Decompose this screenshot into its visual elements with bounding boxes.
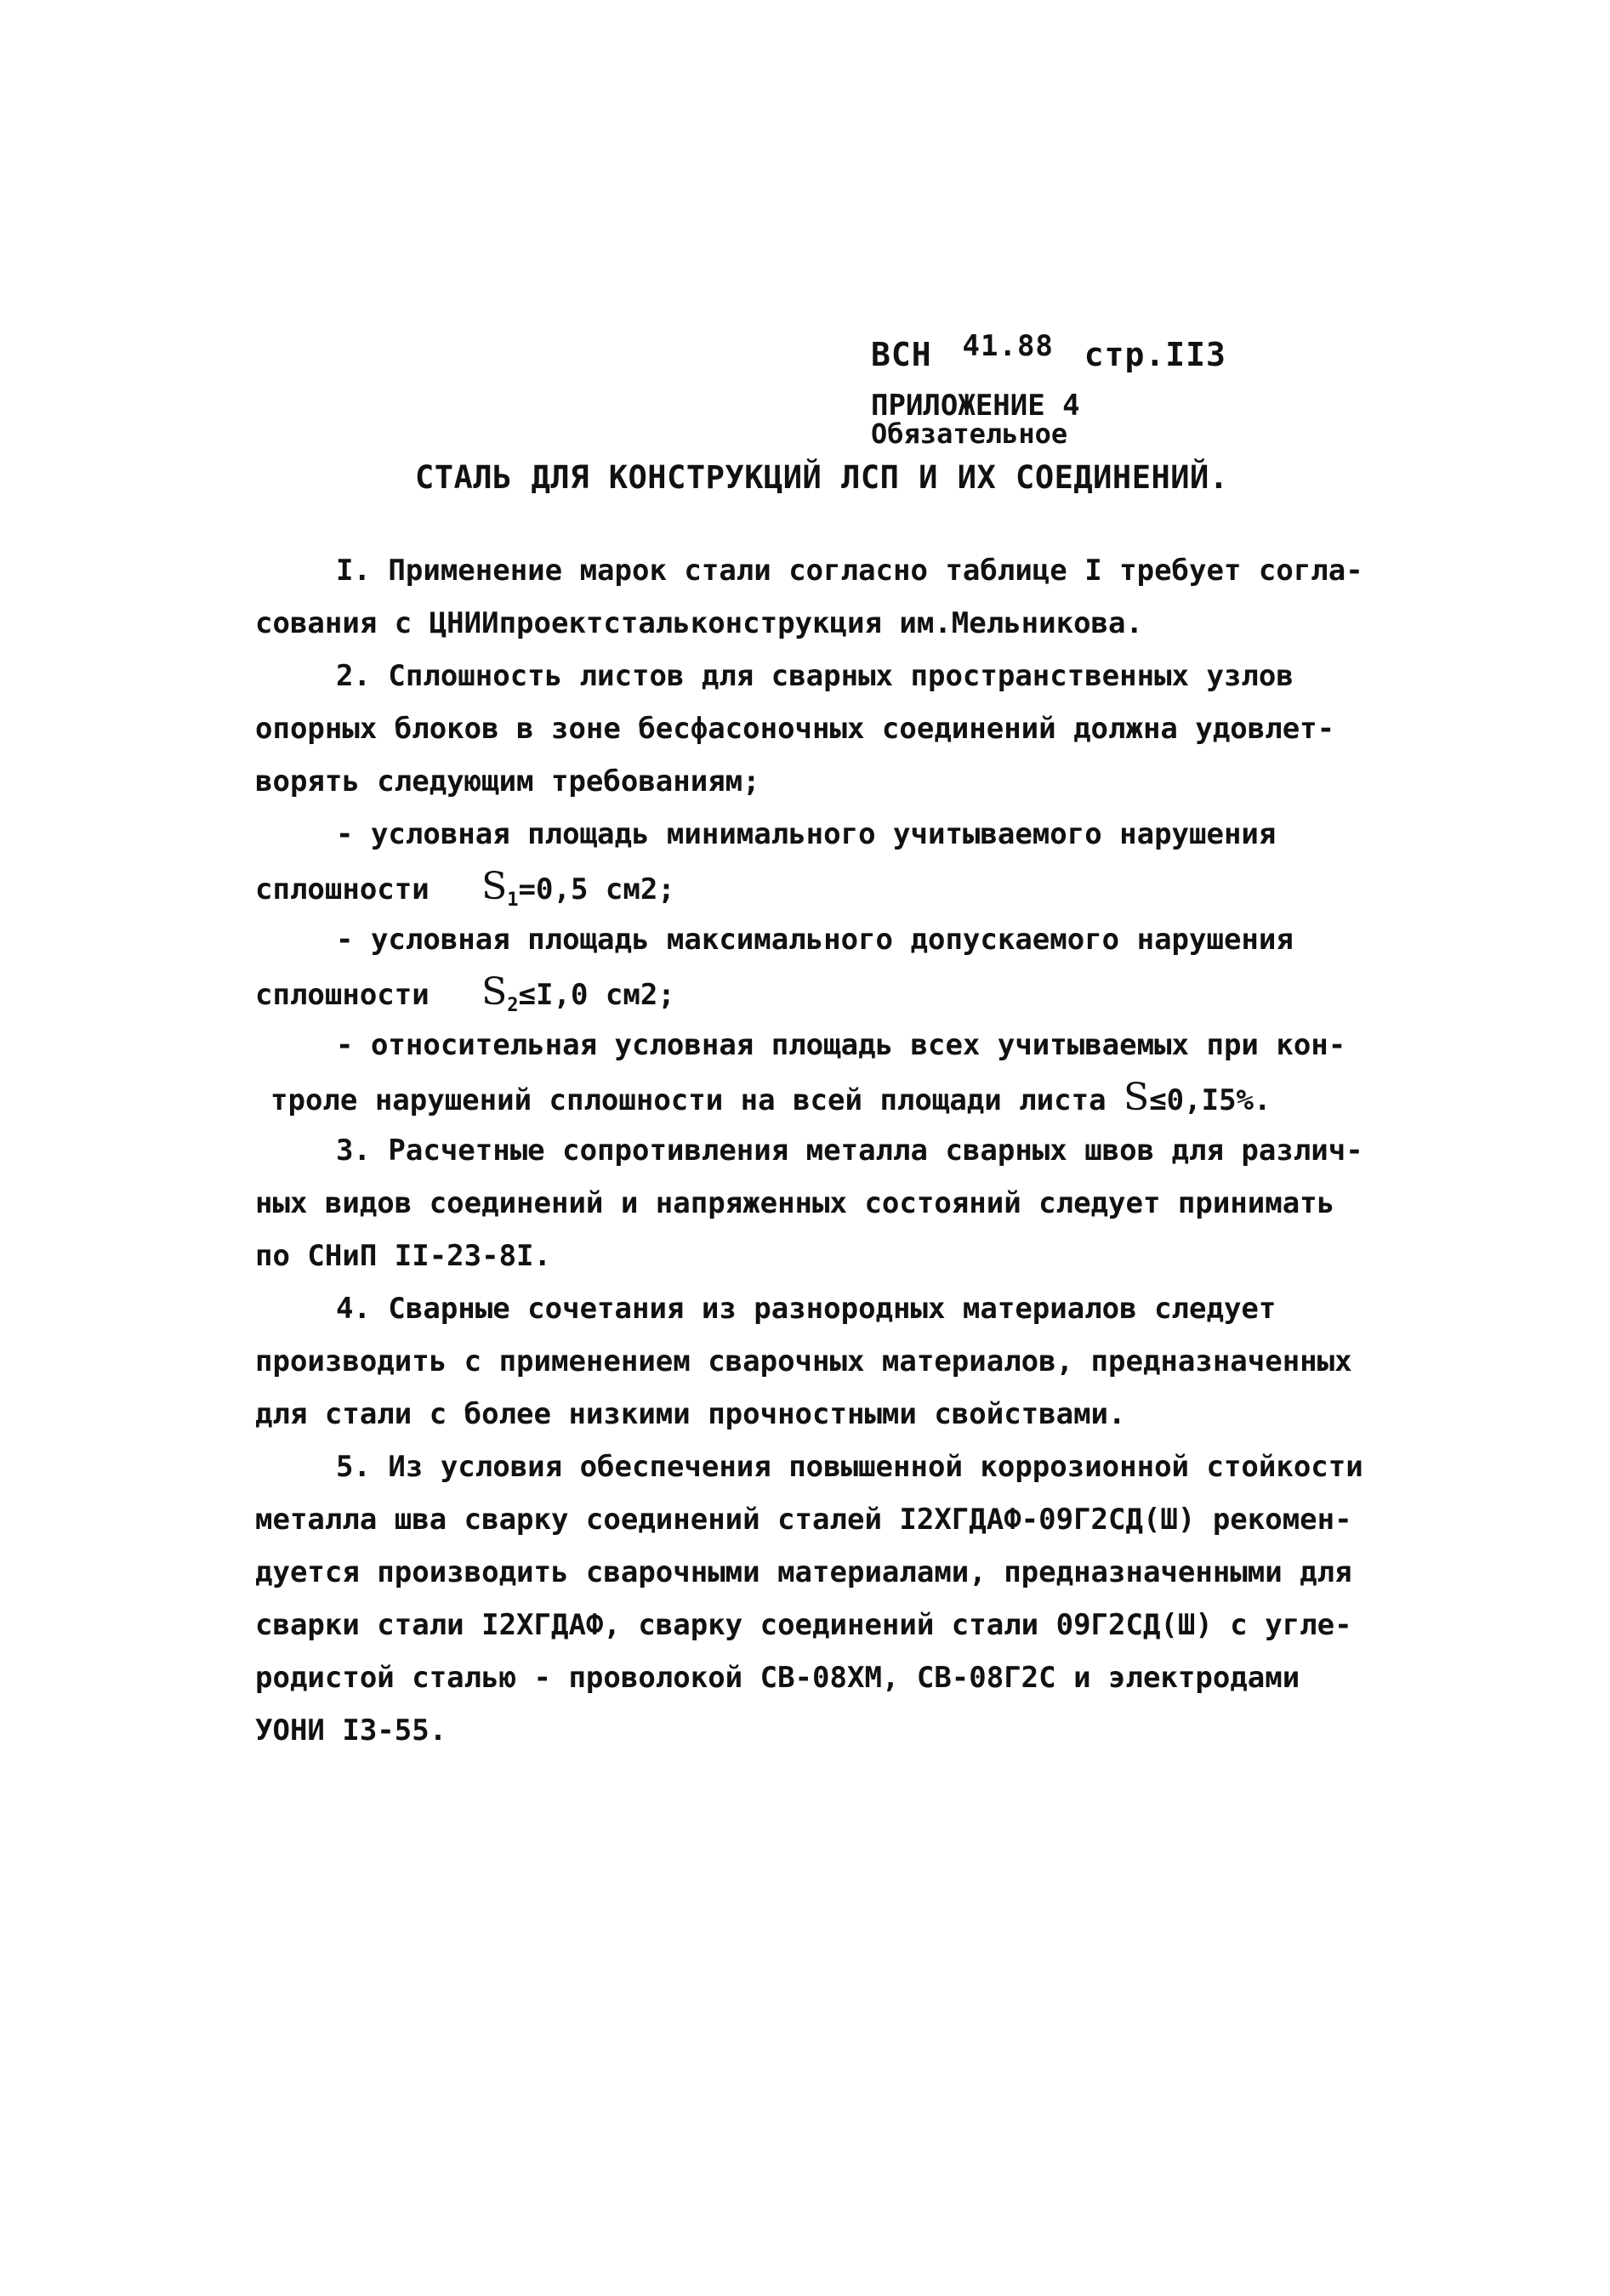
ref-prefix: ВСН <box>871 336 932 373</box>
bullet-3-prefix: троле нарушений сплошности на всей площади листа <box>270 1083 1107 1117</box>
bullet-2-line-1: - условная площадь максимального допускаемого нарушения <box>336 923 1294 957</box>
bullet-2-line-2 <box>255 966 1344 1019</box>
paragraph-4-line-3: для стали с более низкими прочностными свойствами. <box>255 1397 1126 1431</box>
formula-symbol-s: S <box>1124 1076 1150 1119</box>
formula-value-1: =0,5 см2; <box>518 872 675 906</box>
document-reference <box>871 329 1313 373</box>
paragraph-4-line-1: 4. Сварные сочетания из разнородных материалов следует <box>336 1292 1277 1326</box>
formula-value-3: ≤0,I5%. <box>1149 1083 1272 1117</box>
bullet-2-prefix: сплошности <box>255 978 430 1012</box>
paragraph-1-line-1: I. Применение марок стали согласно таблице I требует согла- <box>336 554 1363 588</box>
paragraph-3-line-2: ных видов соединений и напряженных состояний следует принимать <box>255 1186 1335 1220</box>
page-number: стр.II3 <box>1084 336 1226 373</box>
paragraph-5-line-2: металла шва сварку соединений сталей I2ХГДАФ-09Г2СД(Ш) рекомен- <box>255 1503 1352 1537</box>
appendix-label: ПРИЛОЖЕНИЕ 4 <box>871 389 1080 423</box>
body-text <box>255 544 1363 1757</box>
formula-subscript-2: 2 <box>507 995 519 1016</box>
formula-symbol-s2: S <box>481 970 508 1014</box>
paragraph-5-line-4: сварки стали I2ХГДАФ, сварку соединений стали 09Г2СД(Ш) с угле- <box>255 1608 1352 1642</box>
paragraph-5-line-5: родистой сталью - проволокой СВ-08ХМ, СВ-08Г2С и электродами <box>255 1661 1300 1695</box>
formula-symbol-s1: S <box>481 865 508 908</box>
bullet-1-line-2 <box>255 861 1344 913</box>
paragraph-1-line-2: сования с ЦНИИпроектстальконструкция им.Мельникова. <box>255 606 1143 640</box>
paragraph-2-line-3: ворять следующим требованиям; <box>255 764 760 798</box>
paragraph-3-line-3: по СНиП II-23-8I. <box>255 1239 551 1273</box>
paragraph-4-line-2: производить с применением сварочных материалов, предназначенных <box>255 1344 1352 1378</box>
paragraph-2-line-2: опорных блоков в зоне бесфасоночных соединений должна удовлет- <box>255 712 1335 746</box>
paragraph-2-line-1: 2. Сплошность листов для сварных пространственных узлов <box>336 659 1294 693</box>
paragraph-5-line-1: 5. Из условия обеспечения повышенной коррозионной стойкости <box>336 1450 1363 1484</box>
document-title: СТАЛЬ ДЛЯ КОНСТРУКЦИЙ ЛСП И ИХ СОЕДИНЕНИЙ. <box>415 459 1229 496</box>
header-block <box>871 329 1313 450</box>
ref-number: 41.88 <box>962 329 1054 363</box>
paragraph-3-line-1: 3. Расчетные сопротивления металла сварных швов для различ- <box>336 1134 1363 1168</box>
bullet-1-line-1: - условная площадь минимального учитываемого нарушения <box>336 817 1277 851</box>
bullet-3-line-2 <box>255 1071 1344 1124</box>
formula-subscript-1: 1 <box>507 889 519 911</box>
bullet-3-line-1: - относительная условная площадь всех учитываемых при кон- <box>336 1028 1346 1062</box>
bullet-1-prefix: сплошности <box>255 872 430 906</box>
mandatory-label: Обязательное <box>871 418 1068 450</box>
paragraph-5-line-6: УОНИ I3-55. <box>255 1713 447 1748</box>
formula-value-2: ≤I,0 см2; <box>518 978 675 1012</box>
paragraph-5-line-3: дуется производить сварочными материалами, предназначенными для <box>255 1555 1352 1589</box>
